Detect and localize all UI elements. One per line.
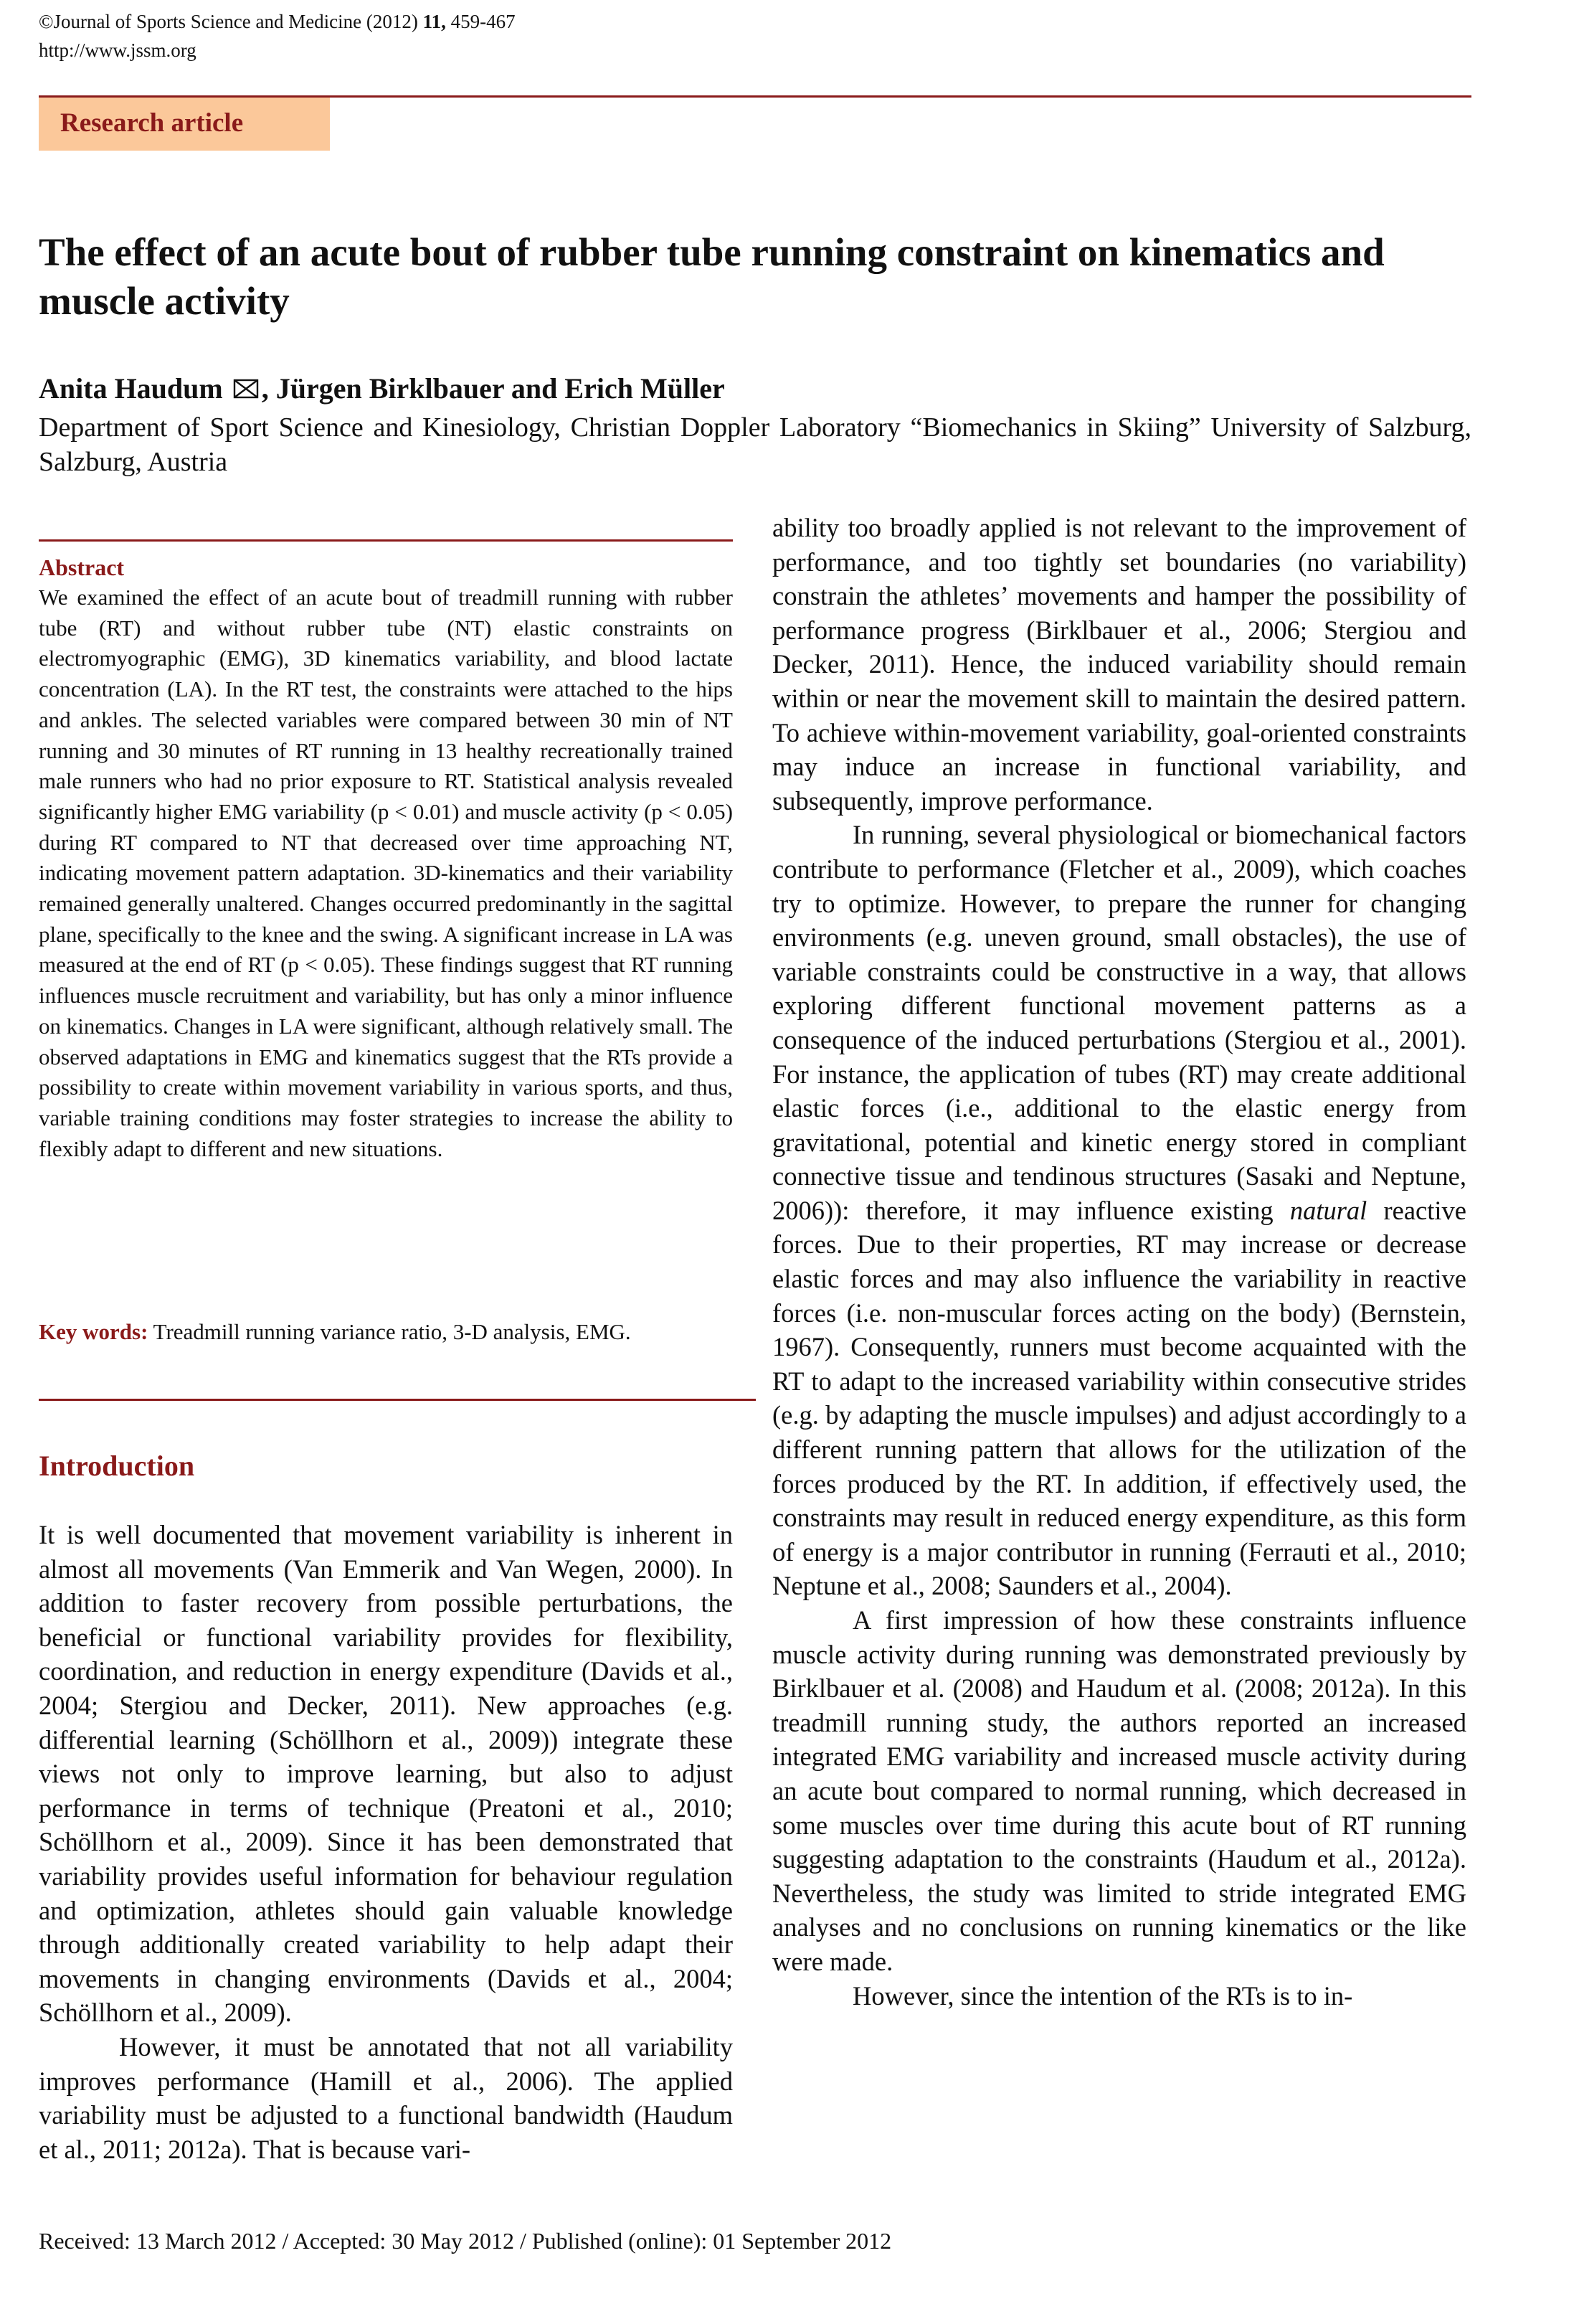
author-list (39, 372, 725, 406)
intro-paragraph-2: However, it must be annotated that not all variability improves performance (Hamill et al., 2006). The applied variability must be adjusted to a functional bandwidth (Haudum et al., 2011; 2012a). That is because vari- (39, 2031, 733, 2164)
intro-paragraph-3: ability too broadly applied is not relevant to the improvement of performance, and too tightly set boundaries (no variability) constrain the athletes’ movements and hamper the possibility of performance progress (Birklbauer et al., 2006; Stergiou and Decker, 2011). Hence, the induced variability should remain within or near the movement skill to maintain the desired pattern. To achieve within-movement variability, goal-oriented constraints may induce an increase in functional variability, and subsequently, improve performance. (772, 513, 1466, 816)
introduction-left-column (39, 1518, 733, 2166)
intro-paragraph-4 (772, 818, 1466, 1603)
abstract-heading: Abstract (39, 554, 125, 580)
abstract-text: We examined the effect of an acute bout of treadmill running with rubber tube (RT) and without rubber tube (NT) elastic constraints on electromyographic (EMG), 3D kinematics variability, and blood lactate concentration (LA). In the RT test, the constraints were attached to the hips and ankles. The selected variables were compared between 30 min of NT running and 30 minutes of RT running in 13 healthy recreationally trained male runners who had no prior exposure to RT. Statistical analysis revealed significantly higher EMG variability (p < 0.01) and muscle activity (p < 0.05) during RT compared to NT that decreased over time approaching NT, indicating movement pattern adaptation. 3D-kinematics and their variability remained generally unaltered. Changes occurred predominantly in the sagittal plane, specifically to the knee and the swing. A significant increase in LA was measured at the end of RT (p < 0.05). These findings suggest that RT running influences muscle recruitment and variability, but has only a minor influence on kinematics. Changes in LA were significant, although relatively small. The observed adaptations in EMG and kinematics suggest that the RTs provide a possibility to create within movement variability in various sports, and thus, variable training conditions may foster strategies to increase the ability to flexibly adapt to different and new situations. (39, 585, 733, 1161)
abstract-bottom-rule (39, 1399, 756, 1401)
abstract-block (39, 552, 733, 1164)
journal-citation (39, 9, 516, 34)
intro-paragraph-4-emphasis: natural (1289, 1195, 1367, 1225)
journal-url[interactable]: http://www.jssm.org (39, 39, 196, 61)
intro-paragraph-1: It is well documented that movement variability is inherent in almost all movements (Van Emmerik and Van Wegen, 2000). In addition to faster recovery from possible perturbations, the beneficial or functional variability provides for flexibility, coordination, and reduction in energy expenditure (Davids et al., 2004; Stergiou and Decker, 2011). New approaches (e.g. differential learning (Schöllhorn et al., 2009)) integrate these views not only to improve learning, but also to adjust performance in terms of technique (Preatoni et al., 2010; Schöllhorn et al., 2009). Since it has been demonstrated that variability provides useful information for behaviour regulation and optimization, athletes should gain valuable knowledge through additionally created variability to help adapt their movements in changing environments (Davids et al., 2004; Schöllhorn et al., 2009). (39, 1520, 733, 2028)
publication-dates: Received: 13 March 2012 / Accepted: 30 May 2012 / Published (online): 01 September 2012 (39, 2228, 892, 2254)
article-type-badge (39, 98, 330, 151)
intro-paragraph-4-part-b: reactive forces. Due to their properties, RT may increase or decrease elastic forces and may also influence the variability in reactive forces (i.e. non-muscular forces acting on the body) (Bernstein, 1967). Consequently, runners must become acquainted with the RT to adapt to the increased variability within consecutive strides (e.g. by adapting the muscle impulses) and adjust accordingly to a different running pattern that allows for the utilization of the forces produced by the RT. In addition, if effectively used, the constraints may result in reduced energy expenditure, as this form of energy is a major contributor in running (Ferrauti et al., 2010; Neptune et al., 2008; Saunders et al., 2004). (772, 1195, 1466, 1601)
journal-name: ©Journal of Sports Science and Medicine (2012) (39, 11, 418, 32)
article-type-label: Research article (60, 108, 244, 138)
journal-volume: 11, (422, 11, 446, 32)
keywords-text: Treadmill running variance ratio, 3-D analysis, EMG. (148, 1319, 631, 1344)
co-authors: , Jürgen Birklbauer and Erich Müller (261, 372, 725, 405)
keywords-label: Key words: (39, 1319, 148, 1344)
intro-paragraph-5: A first impression of how these constraints influence muscle activity during running was demonstrated previously by Birklbauer et al. (2008) and Haudum et al. (2008; 2012a). In this treadmill running study, the authors reported an increased integrated EMG variability and increased muscle activity during an acute bout compared to normal running, which decreased in some muscles over time during this acute bout of RT running suggesting adaptation to the constraints (Haudum et al., 2012a). Nevertheless, the study was limited to stride integrated EMG analyses and no conclusions on running kinematics or the like were made. (772, 1605, 1466, 1976)
keywords-block (39, 1317, 733, 1348)
intro-paragraph-6: However, since the intention of the RTs is to in- (853, 1980, 1353, 2011)
first-author: Anita Haudum (39, 372, 223, 405)
introduction-right-column (772, 511, 1466, 2013)
article-title: The effect of an acute bout of rubber tube running constraint on kinematics and muscle activity (39, 230, 1385, 323)
introduction-heading: Introduction (39, 1450, 195, 1482)
author-affiliation: Department of Sport Science and Kinesiology, Christian Doppler Laboratory “Biomechanics in Skiing” University of Salzburg, Salzburg, Austria (39, 412, 1471, 477)
envelope-icon[interactable] (233, 378, 259, 400)
intro-paragraph-4-part-a: In running, several physiological or biomechanical factors contribute to performance (Fletcher et al., 2009), which coaches try to optimize. However, to prepare the runner for changing environments (e.g. uneven ground, small obstacles), the use of variable constraints could be constructive in a way, that allows exploring different functional movement patterns as a consequence of the induced perturbations (Stergiou et al., 2001). For instance, the application of tubes (RT) may create additional elastic forces (i.e., additional to the elastic energy from gravitational, potential and kinetic energy stored in compliant connective tissue and tendinous structures (Sasaki and Neptune, 2006)): therefore, it may influence existing (772, 820, 1466, 1225)
abstract-top-rule (39, 539, 733, 542)
journal-pages: 459-467 (445, 11, 516, 32)
